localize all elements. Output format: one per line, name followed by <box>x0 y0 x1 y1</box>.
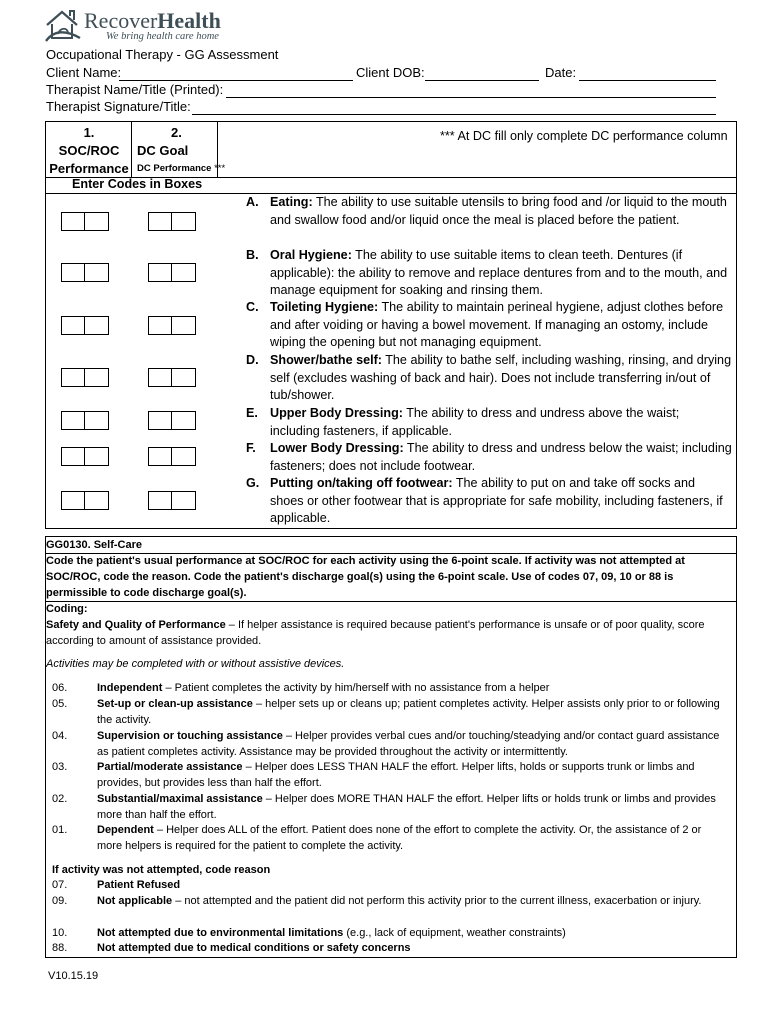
dc-code-box-d[interactable] <box>148 368 196 387</box>
house-logo-icon <box>44 8 84 44</box>
devices-note: Activities may be completed with or without assistive devices. <box>46 658 345 670</box>
activity-letter: E. <box>246 406 258 420</box>
col2-stars: *** <box>214 163 226 174</box>
activity-letter: F. <box>246 441 256 455</box>
col2-number: 2. <box>171 125 182 140</box>
therapist-name-field[interactable] <box>226 97 716 98</box>
client-name-field[interactable] <box>119 80 353 81</box>
soc-code-box-g[interactable] <box>61 491 109 510</box>
col2-header <box>134 124 226 178</box>
not-attempted-heading: If activity was not attempted, code reason <box>52 864 271 876</box>
reason-row: 07. Patient Refused <box>52 879 181 891</box>
client-dob-field[interactable] <box>425 80 539 81</box>
selfcare-instructions: Code the patient's usual performance at SOC/ROC for each activity using the 6-point scale. If activity was not attempted at SOC/ROC, code the reason. Code the patient's discharge goal(s) using the 6-point scale. Use of codes 07, 09, 10 or 88 is permissible to code discharge goal(s). <box>46 555 685 599</box>
safety-quality-text: Safety and Quality of Performance – If helper assistance is required because patient's performance is unsafe or of poor quality, score according to amount of assistance provided. <box>46 619 705 647</box>
code-row: 03. Partial/moderate assistance – Helper does LESS THAN HALF the effort. Helper lifts, holds or supports trunk or limbs and provides, but provides less than half the effort. <box>52 761 695 789</box>
client-name-label: Client Name: <box>46 65 122 80</box>
col1-title: SOC/ROC <box>58 143 120 158</box>
activity-name: Shower/bathe self: <box>270 353 382 367</box>
code-row: 02. Substantial/maximal assistance – Helper does MORE THAN HALF the effort. Helper lifts or holds trunk or limbs and provides more than half the effort. <box>52 793 716 821</box>
activity-description: The ability to bathe self, including washing, rinsing, and drying self (excludes washing of back and hair). Does not include transferring in/out of tub/shower. <box>270 353 732 402</box>
logo <box>44 8 244 44</box>
brand-tagline: We bring health care home <box>106 31 219 42</box>
date-field[interactable] <box>579 80 716 81</box>
soc-code-box-c[interactable] <box>61 316 109 335</box>
soc-code-box-a[interactable] <box>61 212 109 231</box>
activity-name: Upper Body Dressing: <box>270 406 403 420</box>
col1-subtitle: Performance <box>49 161 129 176</box>
therapist-signature-field[interactable] <box>192 114 716 115</box>
activity-description: The ability to dress and undress below the waist; including fasteners; does not include footwear. <box>270 441 732 473</box>
activity-item <box>246 247 732 300</box>
reason-row: 09. Not applicable – not attempted and the patient did not perform this activity prior to the current illness, exacerbation or injury. <box>52 895 702 907</box>
col2-title: DC Goal <box>137 143 189 158</box>
dc-note: *** At DC fill only complete DC performance column <box>440 129 728 143</box>
activity-description: The ability to maintain perineal hygiene, adjust clothes before and after voiding or having a bowel movement. If managing an ostomy, include wiping the opening but not managing equipment. <box>270 300 724 349</box>
activity-letter: G. <box>246 476 260 490</box>
col2-subtitle: DC Performance <box>137 163 212 174</box>
code-row: 01. Dependent – Helper does ALL of the effort. Patient does none of the effort to complete the activity. Or, the assistance of 2 or more helpers is required for the patient to complete the activity. <box>52 824 702 852</box>
brand-name: RecoverHealth <box>84 8 221 33</box>
dc-code-box-b[interactable] <box>148 263 196 282</box>
selfcare-heading: GG0130. Self-Care <box>46 539 142 551</box>
activity-letter: A. <box>246 195 259 209</box>
code-row: 06. Independent – Patient completes the activity by him/herself with no assistance from a helper <box>52 682 550 694</box>
activity-name: Eating: <box>270 195 313 209</box>
form-title: Occupational Therapy - GG Assessment <box>46 47 279 62</box>
dc-code-box-a[interactable] <box>148 212 196 231</box>
activity-item <box>246 405 732 440</box>
activity-item <box>246 440 732 475</box>
therapist-signature-label: Therapist Signature/Title: <box>46 99 191 114</box>
therapist-name-label: Therapist Name/Title (Printed): <box>46 82 224 97</box>
soc-code-box-e[interactable] <box>61 411 109 430</box>
dc-code-box-g[interactable] <box>148 491 196 510</box>
activity-description: The ability to use suitable utensils to bring food and /or liquid to the mouth and swallow food and/or liquid once the meal is placed before the patient. <box>270 195 727 227</box>
reason-row: 10. Not attempted due to environmental limitations (e.g., lack of equipment, weather constraints) <box>52 927 566 939</box>
activity-name: Lower Body Dressing: <box>270 441 404 455</box>
activity-letter: C. <box>246 300 259 314</box>
activity-description: The ability to put on and take off socks and shoes or other footwear that is appropriate for safe mobility, including fasteners, if applicable. <box>270 476 723 525</box>
coding-label: Coding: <box>46 603 88 615</box>
col1-header <box>46 124 132 178</box>
dc-code-box-e[interactable] <box>148 411 196 430</box>
activity-description: The ability to dress and undress above the waist; including fasteners, if applicable. <box>270 406 680 438</box>
soc-code-box-f[interactable] <box>61 447 109 466</box>
activity-item <box>246 352 732 405</box>
activity-name: Oral Hygiene: <box>270 248 352 262</box>
version-label: V10.15.19 <box>48 970 99 982</box>
client-dob-label: Client DOB: <box>356 65 425 80</box>
activity-letter: D. <box>246 353 259 367</box>
activity-item <box>246 299 732 352</box>
activity-description: The ability to use suitable items to clean teeth. Dentures (if applicable): the ability to remove and replace dentures from and to the mouth, and manage equipment for soaking and rinsing them. <box>270 248 728 297</box>
col1-number: 1. <box>83 125 95 140</box>
code-row: 05. Set-up or clean-up assistance – helper sets up or cleans up; patient completes activity. Helper assists only prior to or following the activity. <box>52 698 720 726</box>
activity-item <box>246 475 732 528</box>
soc-code-box-b[interactable] <box>61 263 109 282</box>
enter-codes-label: Enter Codes in Boxes <box>72 177 203 191</box>
dc-code-box-c[interactable] <box>148 316 196 335</box>
activity-name: Toileting Hygiene: <box>270 300 379 314</box>
activity-item <box>246 194 732 229</box>
code-row: 04. Supervision or touching assistance – Helper provides verbal cues and/or touching/steadying and/or contact guard assistance as patient completes activity. Assistance may be provided throughout the activity or intermittently. <box>52 730 720 758</box>
soc-code-box-d[interactable] <box>61 368 109 387</box>
activity-letter: B. <box>246 248 259 262</box>
activity-name: Putting on/taking off footwear: <box>270 476 453 490</box>
dc-code-box-f[interactable] <box>148 447 196 466</box>
reason-row: 88. Not attempted due to medical conditions or safety concerns <box>52 942 411 954</box>
date-label: Date: <box>545 65 577 80</box>
